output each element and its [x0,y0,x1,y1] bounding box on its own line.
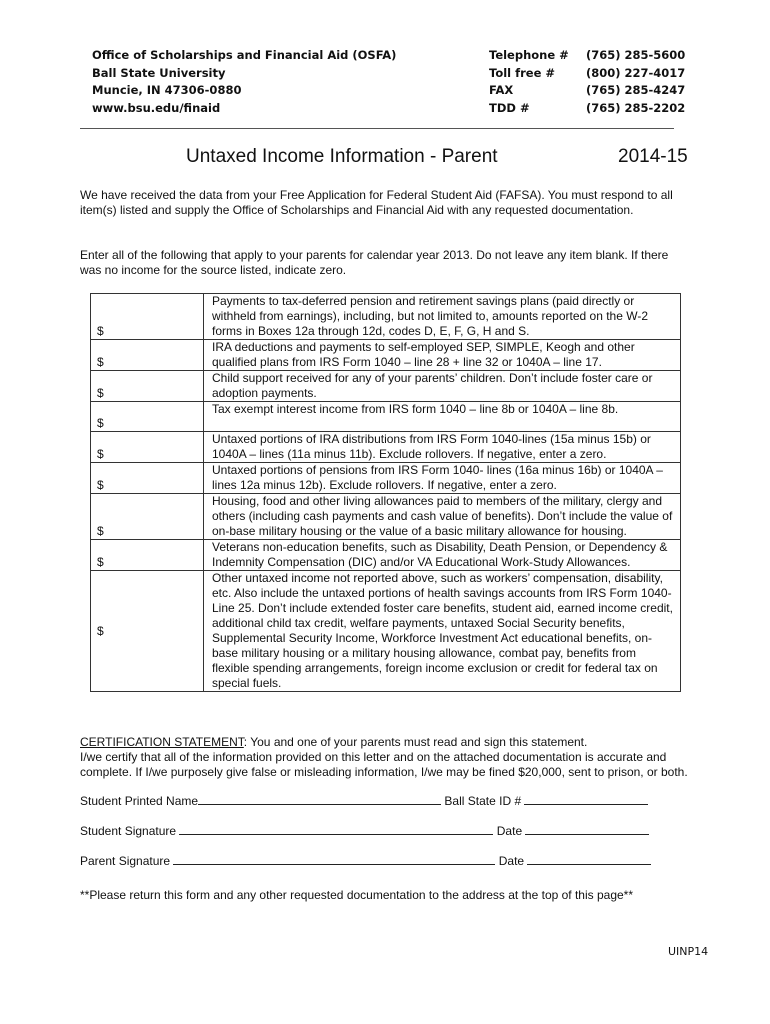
ball-state-id-label: Ball State ID # [444,794,522,808]
item-description: Child support received for any of your parents’ children. Don’t include foster care or adoption payments. [204,371,681,402]
certification-instruction: : You and one of your parents must read and sign this statement. [243,735,588,749]
table-row [91,402,681,432]
dollar-sign: $ [97,524,104,538]
certification-heading: CERTIFICATION STATEMENT [80,735,244,749]
table-row [91,463,681,494]
parent-date-input[interactable] [527,853,651,865]
table-row [91,571,681,692]
toll-free-value: (800) 227-4017 [586,65,686,80]
item-description: Housing, food and other living allowances paid to members of the military, clergy and others (including cash payments and cash value of benefits). Don’t include the value of on-base military housing or the value of a basic military allowance for housing. [204,494,681,540]
amount-field[interactable] [91,371,204,402]
dollar-sign: $ [97,355,104,369]
item-description: Other untaxed income not reported above, such as workers’ compensation, disability, etc. Also include the untaxed portions of health savings accounts from IRS Form 1040-Line 25. Don’t include extended foster care benefits, student aid, earned income credit, additional child tax credit, welfare payments, untaxed Social Security benefits, Supplemental Security Income, Workforce Investment Act educational benefits, on-base military housing or a military housing allowance, combat pay, benefits from flexible spending arrangements, foreign income exclusion or credit for federal tax on special fuels. [204,571,681,692]
student-name-line [80,793,648,808]
amount-field[interactable] [91,340,204,371]
university-name: Ball State University [92,65,226,80]
tdd-value: (765) 285-2202 [586,100,686,115]
amount-field[interactable] [91,463,204,494]
tdd-label: TDD # [489,100,530,115]
student-date-label: Date [496,824,523,838]
form-title: Untaxed Income Information - Parent [186,146,498,167]
parent-signature-line [80,853,651,868]
item-description: Untaxed portions of IRA distributions from IRS Form 1040-lines (15a minus 15b) or 1040A – lines (11a minus 11b). Exclude rollovers. If negative, enter a zero. [204,432,681,463]
office-address [92,47,396,117]
certification-statement [80,735,700,780]
item-description: Tax exempt interest income from IRS form 1040 – line 8b or 1040A – line 8b. [204,402,681,432]
office-name: Office of Scholarships and Financial Aid (OSFA) [92,48,397,62]
fax-label: FAX [489,83,514,97]
table-row [91,540,681,571]
table-row [91,494,681,540]
table-row [91,340,681,371]
item-description: Payments to tax-deferred pension and retirement savings plans (paid directly or withheld from earnings), including, but not limited to, amounts reported on the W-2 forms in Boxes 12a through 12d, codes D, E, F, G, H and S. [204,294,681,340]
student-name-label: Student Printed Name [80,794,199,808]
parent-signature-input[interactable] [173,853,495,865]
dollar-sign: $ [97,447,104,461]
amount-field[interactable] [91,540,204,571]
intro-paragraph: We have received the data from your Free Application for Federal Student Aid (FAFSA). You must respond to all item(s) listed and supply the Office of Scholarships and Financial Aid with any requested documentation. [80,188,673,217]
item-description: Untaxed portions of pensions from IRS Form 1040- lines (16a minus 16b) or 1040A – lines 12a minus 12b). Exclude rollovers. If negative, enter a zero. [204,463,681,494]
city-state-zip: Muncie, IN 47306-0880 [92,83,242,97]
amount-field[interactable] [91,494,204,540]
form-code: UINP14 [668,945,709,958]
ball-state-id-input[interactable] [524,793,648,805]
untaxed-income-table [90,293,681,692]
item-description: IRA deductions and payments to self-employed SEP, SIMPLE, Keogh and other qualified plans from IRS Form 1040 – line 28 + line 32 or 1040A – line 17. [204,340,681,371]
fax-value: (765) 285-4247 [586,83,686,97]
contact-labels [489,47,569,117]
award-year: 2014-15 [618,146,688,167]
table-row [91,294,681,340]
certification-body: I/we certify that all of the information provided on this letter and on the attached documentation is accurate and complete. If I/we purposely give false or misleading information, I/we may be fined $20,000, sent to prison, or both. [80,750,688,779]
return-note: **Please return this form and any other requested documentation to the address at the top of this page** [80,888,634,902]
amount-field[interactable] [91,294,204,340]
contact-values [586,47,685,117]
student-signature-line [80,823,649,838]
student-signature-input[interactable] [179,823,493,835]
amount-field[interactable] [91,432,204,463]
telephone-value: (765) 285-5600 [586,48,686,62]
dollar-sign: $ [97,416,104,430]
parent-date-label: Date [498,854,525,868]
toll-free-label: Toll free # [489,65,556,80]
table-row [91,432,681,463]
student-signature-label: Student Signature [80,824,177,838]
instructions-paragraph: Enter all of the following that apply to your parents for calendar year 2013. Do not leave any item blank. If there was no income for the source listed, indicate zero. [80,248,669,277]
table-row [91,371,681,402]
item-description: Veterans non-education benefits, such as Disability, Death Pension, or Dependency & Indemnity Compensation (DIC) and/or VA Educational Work-Study Allowances. [204,540,681,571]
student-date-input[interactable] [525,823,649,835]
telephone-label: Telephone # [489,48,569,62]
website-link[interactable]: www.bsu.edu/finaid [92,100,221,115]
student-name-input[interactable] [198,793,441,805]
dollar-sign: $ [97,623,104,638]
dollar-sign: $ [97,555,104,569]
dollar-sign: $ [97,324,104,338]
parent-signature-label: Parent Signature [80,854,171,868]
dollar-sign: $ [97,386,104,400]
dollar-sign: $ [97,478,104,492]
amount-field[interactable] [91,571,204,692]
amount-field[interactable] [91,402,204,432]
header-divider [80,128,674,129]
